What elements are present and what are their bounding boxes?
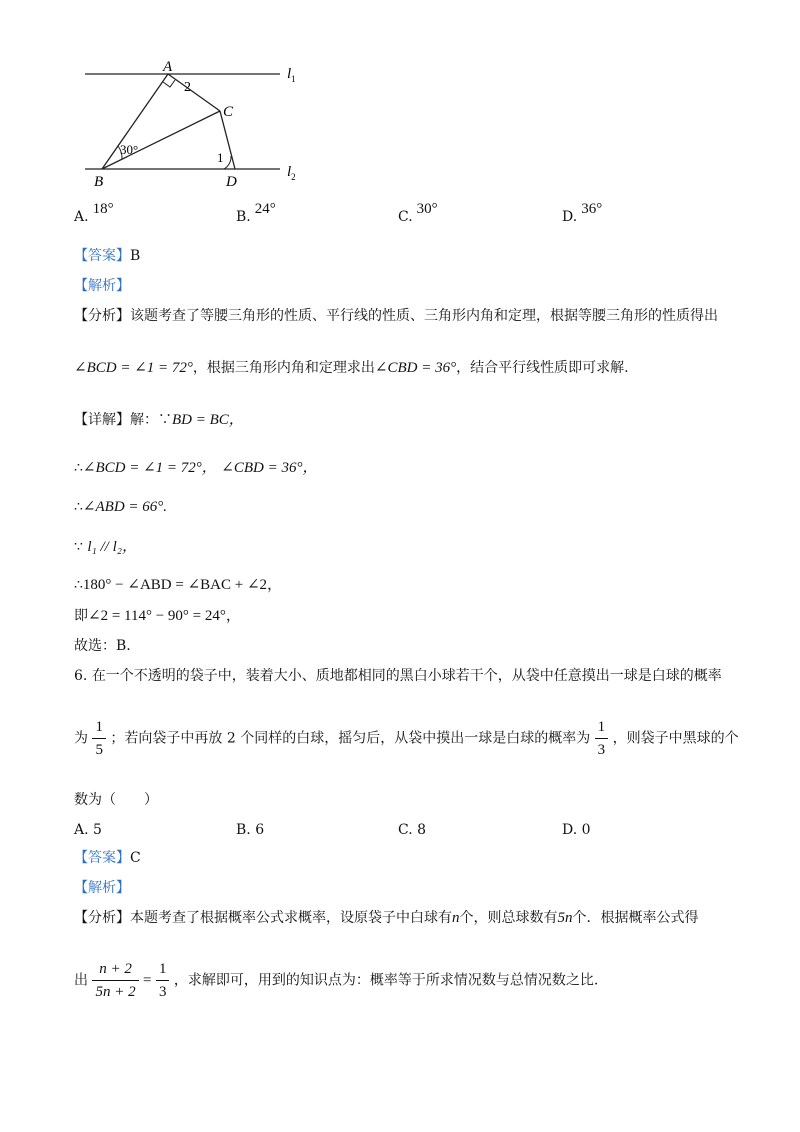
segment-BC xyxy=(102,111,220,169)
fraction-one-third: $\frac{1}{3}$ xyxy=(595,716,609,761)
q5-detail-line5: ∴180° − ∠ABD = ∠BAC + ∠2， xyxy=(74,577,283,593)
label-C: C xyxy=(223,104,234,120)
answer-value: B xyxy=(130,248,141,264)
q5-fenxi-line2: ∠BCD = ∠1 = 72°，根据三角形内角和定理求出∠CBD = 36°，结合平行线性质即可求解. xyxy=(74,360,629,376)
q5-analysis-tag: 【解析】 xyxy=(74,278,130,294)
q5-detail-line3: ∴∠ABD = 66°. xyxy=(74,499,168,515)
fraction-one-third-b: $\frac{1}{3}$ xyxy=(156,958,170,1003)
q5-answer-line xyxy=(74,246,140,266)
q5-detail-line6: 即∠2 = 114° − 90° = 24°， xyxy=(74,608,241,624)
q6-option-a: A. 5 xyxy=(74,822,102,838)
q6-answer-line: 【答案】C xyxy=(74,850,141,866)
q5-fenxi-line1: 【分析】该题考查了等腰三角形的性质、平行线的性质、三角形内角和定理，根据等腰三角形的性质得出 xyxy=(74,308,718,324)
q6-fenxi-line1: 【分析】本题考查了根据概率公式求概率，设原袋子中白球有n个，则总球数有5n个．根据概率公式得 xyxy=(74,910,699,926)
q6-stem-line2: 为 $\frac{1}{5}$ ；若向袋子中再放 2 个同样的白球，摇匀后，从袋中摸出一球是白球的概率为 $\frac{1}{3}$ ，则袋子中黑球的个 xyxy=(74,716,739,761)
fraction-n-plus-2: $\frac{n + 2}{5n + 2}$ xyxy=(92,958,138,1003)
q6-fenxi-line2: 出 $\frac{n + 2}{5n + 2}$ = $\frac{1}{3}$ ，求解即可，用到的知识点为：概率等于所求情况数与总情况数之比. xyxy=(74,958,598,1003)
q6-option-c: C. 8 xyxy=(398,822,427,838)
q6-stem-line1: 6. 在一个不透明的袋子中，装着大小、质地都相同的黑白小球若干个，从袋中任意摸出一球是白球的概率 xyxy=(74,668,722,684)
label-angle-1: 1 xyxy=(217,150,224,165)
q5-detail-line2: ∴∠BCD = ∠1 = 72°， ∠CBD = 36°， xyxy=(74,460,318,476)
q5-option-a: A. 18° xyxy=(74,201,114,225)
label-l1: $l_1$ xyxy=(287,66,296,84)
q5-detail-line1: 【详解】解：∵BD = BC， xyxy=(74,412,244,428)
label-l2: $l_2$ xyxy=(287,164,296,182)
answer-tag: 【答案】 xyxy=(74,248,130,264)
label-D: D xyxy=(226,174,237,190)
q5-choose: 故选：B. xyxy=(74,638,131,654)
label-angle-30: 30° xyxy=(120,142,139,157)
angle-1-arc xyxy=(224,156,231,169)
right-angle-mark xyxy=(163,80,175,87)
label-angle-2: 2 xyxy=(184,80,191,95)
label-B: B xyxy=(94,174,104,190)
q6-analysis-tag: 【解析】 xyxy=(74,880,130,896)
q6-option-b: B. 6 xyxy=(236,822,265,838)
label-A: A xyxy=(163,59,173,75)
q6-option-d: D. 0 xyxy=(562,822,591,838)
q5-option-c: C. 30° xyxy=(398,201,438,225)
segment-AC xyxy=(168,74,220,111)
q6-stem-line3: 数为（ ） xyxy=(74,792,158,808)
fraction-one-fifth: $\frac{1}{5}$ xyxy=(92,716,106,761)
geometry-figure xyxy=(80,58,310,193)
q5-detail-line4: ∵ l₁ // l₂， xyxy=(74,539,137,555)
q5-option-b: B. 24° xyxy=(236,201,276,225)
q5-option-d: D. 36° xyxy=(562,201,603,225)
